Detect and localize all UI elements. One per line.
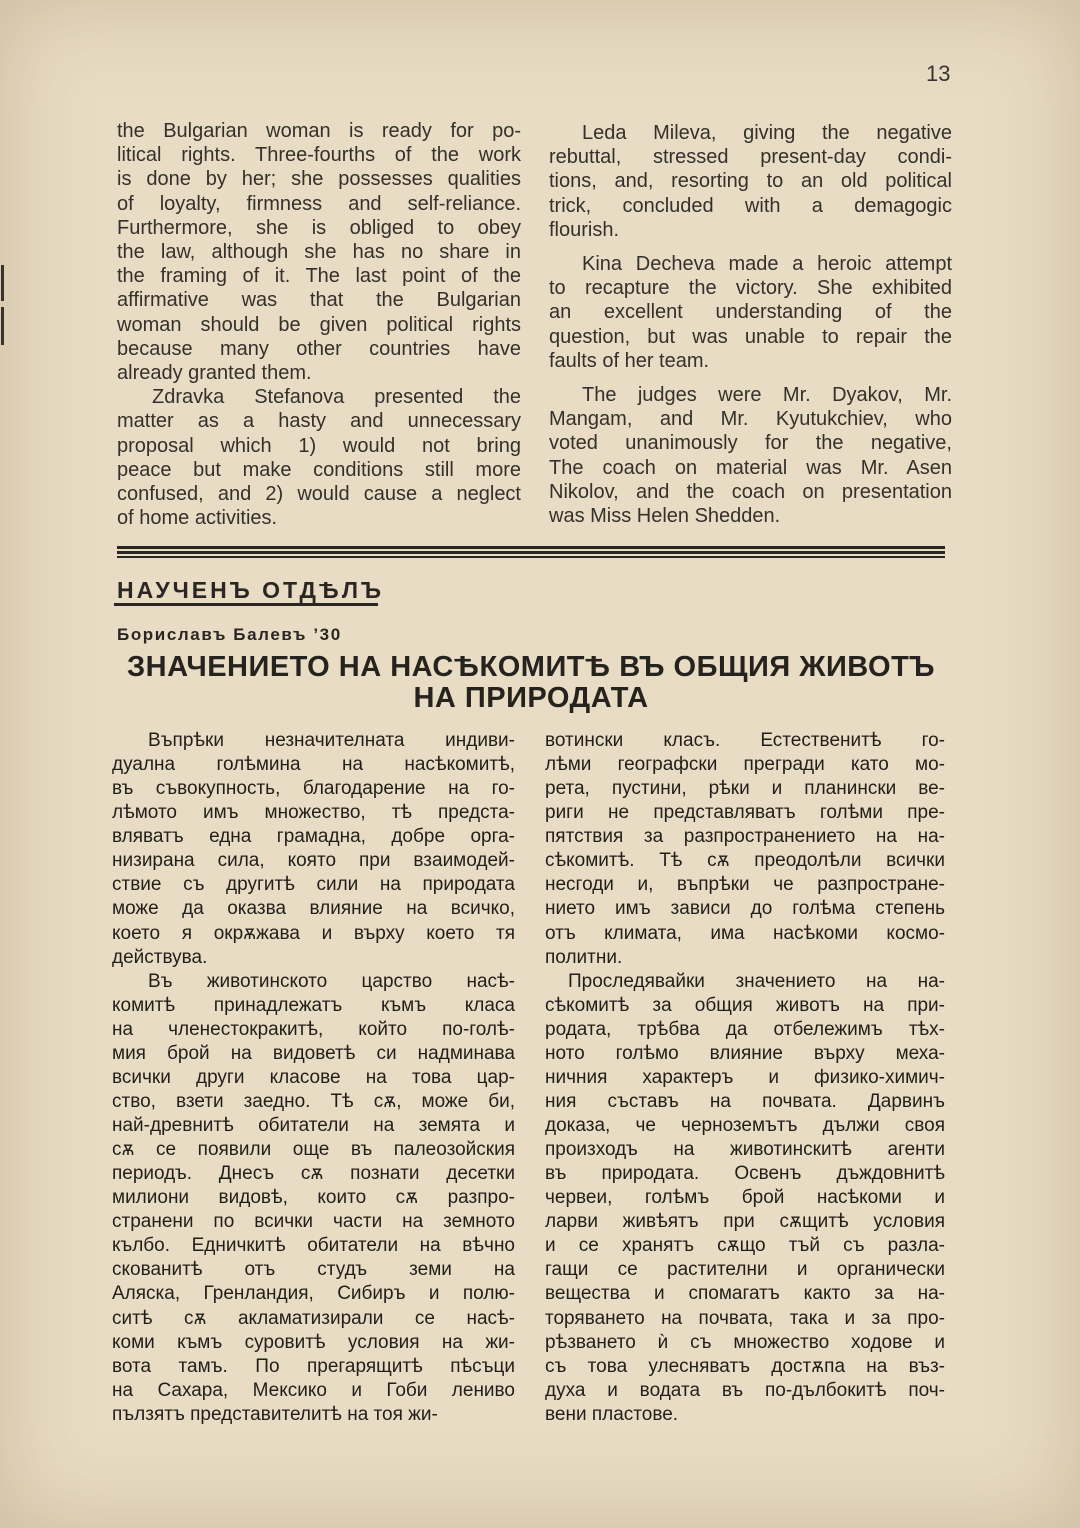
text-line: tions, and, resorting to an old political (549, 170, 952, 193)
text-line: политни. (545, 946, 623, 968)
section-heading: НАУЧЕНЪ ОТДѢЛЪ (117, 577, 385, 603)
text-line: вотински класъ. Естественитѣ го- (545, 730, 945, 751)
text-line: гащи се растителни и органически (545, 1259, 945, 1281)
text-line: вени пластове. (545, 1403, 679, 1425)
section-divider-rule (117, 556, 945, 558)
text-line: ничния характеръ и физико-химич- (545, 1066, 945, 1088)
article-author: Бориславъ Балевъ ’30 (117, 625, 342, 644)
paragraph (545, 970, 945, 1427)
paragraph (117, 385, 521, 530)
text-line: сѣкомитѣ за общия животъ на при- (545, 994, 945, 1016)
section-divider-rule (117, 551, 945, 554)
text-line: is done by her; she possesses qualities (117, 168, 521, 191)
text-line: ларви живѣятъ при сѫщитѣ условия (545, 1211, 945, 1233)
text-line: сѫ се появили още въ палеозойския (112, 1139, 515, 1161)
text-line: ситѣ сѫ акламатизирали се насѣ- (112, 1307, 515, 1329)
text-line: proposal which 1) would not bring (117, 434, 521, 457)
paragraph (117, 119, 521, 385)
article-left-column (112, 729, 515, 1427)
text-line: was Miss Helen Shedden. (549, 505, 781, 528)
article-title-line: НА ПРИРОДАТА (413, 682, 649, 714)
text-line: на членестокракитѣ, който по-голѣ- (112, 1018, 515, 1040)
text-line: коми къмъ суровитѣ условия на жи- (112, 1331, 515, 1353)
text-line: червеи, голѣмъ брой насѣкоми и (545, 1187, 945, 1209)
text-line: риги не представляватъ голѣми пре- (545, 802, 945, 824)
text-line: Furthermore, she is obliged to obey (117, 216, 521, 239)
text-line: мия брой на видоветѣ си надминава (112, 1042, 515, 1064)
text-line: и се хранятъ сѫщо тъй съ разла- (545, 1235, 945, 1257)
binding-mark (1, 307, 4, 345)
text-line: Аляска, Гренландия, Сибиръ и полю- (112, 1283, 515, 1305)
text-line: скованитѣ отъ студъ земи на (112, 1259, 515, 1281)
text-line: trick, concluded with a demagogic (549, 194, 952, 217)
text-line: сѣкомитѣ. Тѣ сѫ преодолѣли всички (545, 850, 945, 872)
text-line: litical rights. Three-fourths of the work (117, 144, 521, 167)
article-title-line: ЗНАЧЕНИЕТО НА НАСѢКОМИТѢ ВЪ ОБЩИЯ ЖИВОТЪ (126, 651, 936, 683)
text-line: отъ климата, има насѣкоми космо- (545, 922, 945, 944)
text-line: Zdravka Stefanova presented the (152, 386, 521, 409)
text-line: woman should be given political rights (117, 313, 521, 336)
text-line: на Сахара, Мексико и Гоби лениво (112, 1379, 515, 1401)
text-line: милиони видовѣ, които сѫ разпро- (112, 1187, 515, 1209)
paragraph (112, 970, 515, 1427)
text-line: ствие съ другитѣ сили на природата (112, 874, 515, 896)
text-line: Въ животинското царство насѣ- (148, 970, 515, 992)
text-line: Kina Decheva made a heroic attempt (582, 253, 952, 276)
text-line: комитѣ принадлежатъ къмъ класа (112, 994, 515, 1016)
english-right-column (549, 121, 952, 528)
text-line: произходъ на животинскитѣ агенти (545, 1139, 945, 1161)
text-line: духа и водата въ по-дълбокитѣ поч- (545, 1379, 945, 1401)
paragraph (549, 383, 952, 528)
text-line: низирана сила, която при взаимодей- (112, 850, 515, 872)
text-line: because many other countries have (117, 337, 521, 360)
text-line: Въпрѣки незначителната индиви- (148, 730, 515, 751)
text-line: ство, взети заедно. Тѣ сѫ, може би, (112, 1090, 515, 1112)
text-line: Mangam, and Mr. Kyutukchiev, who (549, 408, 952, 431)
english-left-column (117, 119, 521, 530)
paragraph (549, 252, 952, 373)
text-line: The judges were Mr. Dyakov, Mr. (582, 384, 952, 407)
text-line: рета, пустини, рѣки и планински ве- (545, 778, 945, 800)
text-line: Nikolov, and the coach on presentation (549, 480, 952, 503)
text-line: периодъ. Днесъ сѫ познати десетки (112, 1163, 515, 1185)
text-line: the Bulgarian woman is ready for po- (117, 120, 521, 142)
text-line: несгоди и, въпрѣки че разпростране- (545, 874, 945, 896)
text-line: question, but was unable to repair the (549, 325, 952, 348)
text-line: The coach on material was Mr. Asen (549, 456, 952, 479)
text-line: рѣзването ѝ съ множество ходове и (545, 1331, 945, 1353)
text-line: действува. (112, 946, 208, 968)
text-line: matter as a hasty and unnecessary (117, 410, 521, 433)
text-line: Проследявайки значението на на- (568, 970, 945, 992)
section-divider-rule (117, 546, 945, 549)
text-line: пълзятъ представителитѣ на тоя жи- (112, 1403, 438, 1425)
text-line: voted unanimously for the negative, (549, 432, 952, 455)
paragraph (549, 121, 952, 242)
text-line: странени по всички части на земното (112, 1211, 515, 1233)
paragraph (112, 729, 515, 970)
article-right-column (545, 729, 945, 1427)
text-line: родата, трѣбва да отбележимъ тѣх- (545, 1018, 945, 1040)
text-line: нието имъ зависи до голѣма степень (545, 898, 945, 920)
text-line: Leda Mileva, giving the negative (582, 122, 952, 144)
text-line: ното голѣмо влияние върху меха- (545, 1042, 945, 1064)
text-line: confused, and 2) would cause a neglect (117, 483, 521, 506)
text-line: вляватъ една грамадна, добре орга- (112, 826, 515, 848)
text-line: може да оказва влияние на всичко, (112, 898, 515, 920)
page-number: 13 (926, 61, 951, 86)
text-line: дуална голѣмина на насѣкомитѣ, (112, 754, 515, 776)
text-line: което я окрѫжава и върху което тя (112, 922, 515, 944)
text-line: affirmative was that the Bulgarian (117, 289, 521, 312)
paragraph (545, 729, 945, 970)
text-line: най-древнитѣ обитатели на земята и (112, 1115, 515, 1136)
text-line: кълбо. Едничкитѣ обитатели на вѣчно (112, 1235, 515, 1257)
text-line: to recapture the victory. She exhibited (549, 277, 952, 300)
text-line: торяването на почвата, така и за про- (545, 1307, 945, 1329)
text-line: of loyalty, firmness and self-reliance. (117, 192, 521, 215)
text-line: доказа, че черноземътъ дължи своя (545, 1115, 945, 1136)
text-line: вещества и спомагатъ както за на- (545, 1283, 945, 1305)
text-line: of home activities. (117, 507, 278, 530)
text-line: лѣмото имъ множество, тѣ предста- (112, 802, 515, 824)
text-line: лѣми географски прегради като мо- (545, 754, 945, 776)
section-heading-underline (114, 603, 378, 606)
text-line: faults of her team. (549, 349, 710, 372)
text-line: вота тамъ. По прегарящитѣ пѣсъци (112, 1355, 515, 1377)
text-line: въ природата. Освенъ дъждовнитѣ (545, 1163, 945, 1185)
text-line: peace but make conditions still more (117, 458, 521, 481)
text-line: въ съвокупность, благодарение на го- (112, 778, 515, 800)
text-line: flourish. (549, 218, 620, 241)
text-line: the framing of it. The last point of the (117, 265, 521, 288)
text-line: всички други класове на това цар- (112, 1066, 515, 1088)
text-line: rebuttal, stressed present-day condi- (549, 146, 952, 169)
text-line: съ това улесняватъ достѫпа на въз- (545, 1355, 945, 1377)
text-line: пятствия за разпространението на на- (545, 826, 945, 848)
text-line: already granted them. (117, 362, 312, 385)
text-line: ния съставъ на почвата. Дарвинъ (545, 1090, 945, 1112)
text-line: the law, although she has no share in (117, 241, 521, 264)
text-line: an excellent understanding of the (549, 301, 952, 324)
binding-mark (1, 265, 4, 301)
